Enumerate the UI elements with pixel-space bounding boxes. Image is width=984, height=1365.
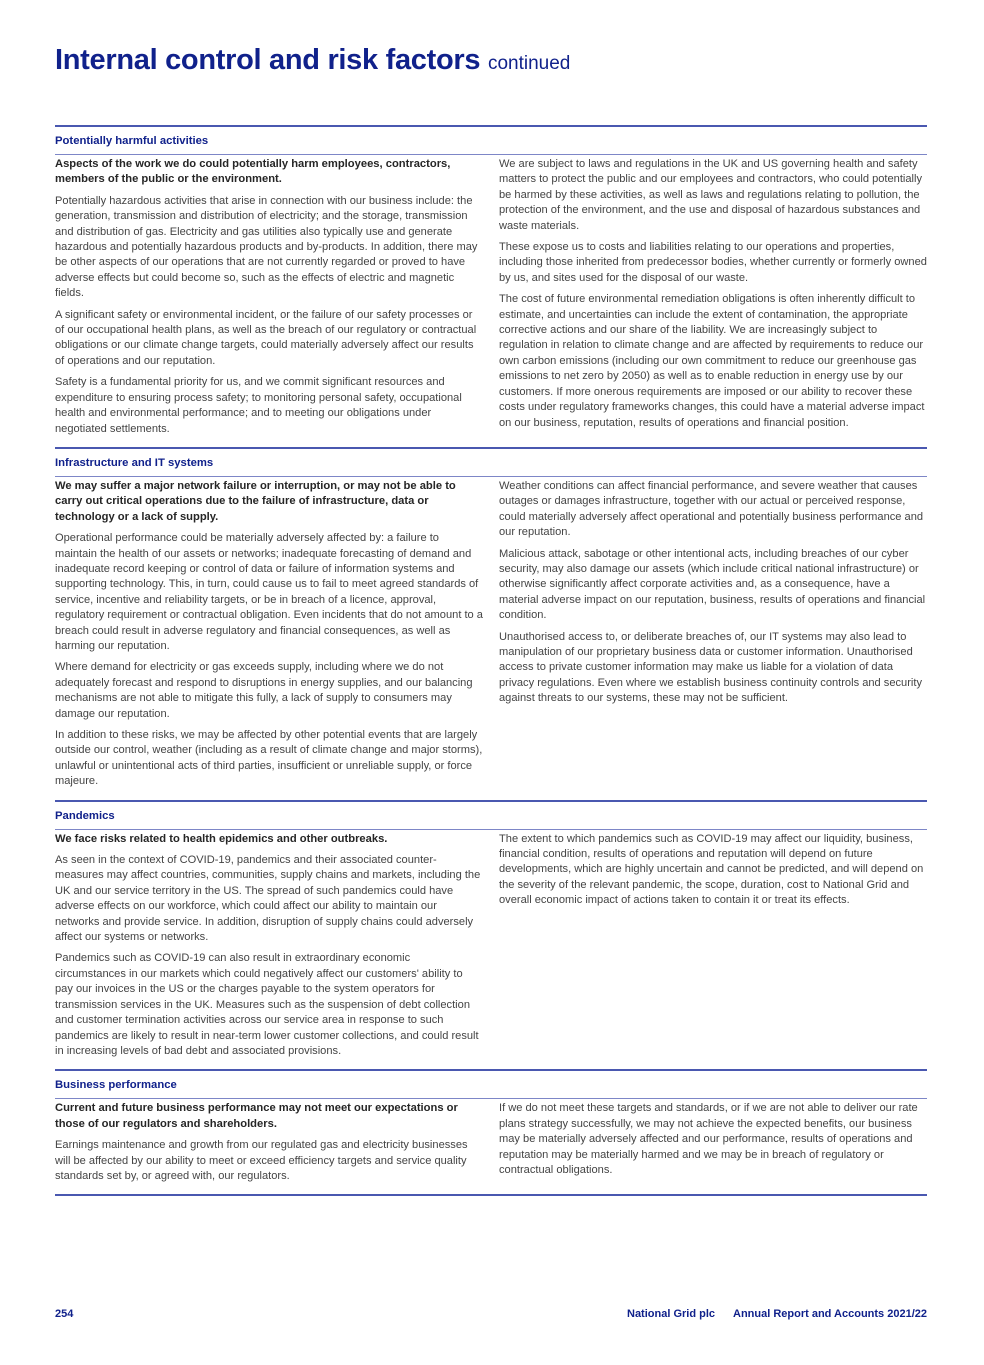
paragraph: The cost of future environmental remediation obligations is often inherently difficult to estimate, and uncertainties can include the extent of contamination, the appropriate corrective actions and our share of the liability. We are increasingly subject to regulation in relation to climate change and are affected by requirements to reduce our own carbon emissions (including our own commitment to reduce our greenhouse gas emissions to net zero by 2050) as well as to enable reduction in energy use by our customers. If more onerous requirements are imposed or our ability to recover these costs under regulatory frameworks changes, this could have a material adverse impact on our business, reputation, results of operations and financial position. <box>499 293 925 429</box>
paragraph: We are subject to laws and regulations in the UK and US governing health and safety matters to protect the public and our employees and contractors, who could potentially be harmed by these activities, as well as laws and regulations relating to pollution, the protection of the environment, and the use and disposal of hazardous substances and waste materials. <box>499 158 923 232</box>
paragraph: A significant safety or environmental incident, or the failure of our safety processes or of our occupational health plans, as well as the breach of our regulatory or contractual obligations or our climate change targets, could materially adversely affect our results of operations and our reputation. <box>55 308 477 367</box>
page-title-text: Internal control and risk factors <box>55 44 481 76</box>
section-body <box>55 477 927 800</box>
left-column <box>55 832 483 1066</box>
paragraph: As seen in the context of COVID-19, pandemics and their associated counter-measures may affect countries, communities, supply chains and markets, including the UK and our service territory in the US. The spread of such pandemics could have adverse effects on our workforce, which could affect our ability to maintain our networks and provide service. In addition, disruption of supply chains could adversely affect our systems or networks. <box>55 854 481 944</box>
right-column <box>499 832 927 1066</box>
right-column <box>499 157 927 443</box>
section-title: Business performance <box>55 1071 927 1099</box>
section-title: Potentially harmful activities <box>55 127 927 155</box>
right-column <box>499 479 927 796</box>
page-number: 254 <box>55 1308 74 1320</box>
section-body <box>55 1099 927 1194</box>
section-body <box>55 155 927 447</box>
section-business-performance <box>55 1069 927 1196</box>
paragraph: Where demand for electricity or gas exceeds supply, including where we do not adequately forecast and respond to disruptions in energy supplies, and our balancing mechanisms are not able to mitigate this fully, a lack of supply to consumers may damage our reputation. <box>55 661 473 720</box>
left-column <box>55 1101 483 1190</box>
section-infrastructure-and-it-systems <box>55 447 927 800</box>
paragraph: If we do not meet these targets and standards, or if we are not able to deliver our rate plans strategy successfully, we may not achieve the expected benefits, our business may be materially adversely affected and our performance, results of operations and reputation may be materially harmed and we may be in breach of regulatory or contractual obligations. <box>499 1102 918 1176</box>
risk-sections <box>55 125 927 1196</box>
lead-statement: We face risks related to health epidemics and other outbreaks. <box>55 832 388 845</box>
section-title: Pandemics <box>55 802 927 830</box>
lead-statement: Current and future business performance may not meet our expectations or those of our regulators and shareholders. <box>55 1102 458 1130</box>
left-column <box>55 157 483 443</box>
section-title: Infrastructure and IT systems <box>55 449 927 477</box>
section-body <box>55 830 927 1070</box>
paragraph: Safety is a fundamental priority for us, and we commit significant resources and expenditure to ensuring process safety; to monitoring personal safety, occupational health and environmental performance; and to meeting our obligations under negotiated settlements. <box>55 376 462 435</box>
section-pandemics <box>55 800 927 1070</box>
paragraph: Earnings maintenance and growth from our regulated gas and electricity businesses will be affected by our ability to meet or exceed efficiency targets and service quality standards set by, or agreed with, our regulators. <box>55 1139 468 1182</box>
footer-company: National Grid plc <box>627 1308 716 1320</box>
section-potentially-harmful-activities <box>55 125 927 447</box>
paragraph: Unauthorised access to, or deliberate breaches of, our IT systems may also lead to manipulation of our proprietary business data or customer information. Unauthorised access to private customer information may make us liable for a violation of data privacy regulations. Even where we establish business continuity controls and security against threats to our systems, these may not be sufficient. <box>499 630 923 705</box>
paragraph: In addition to these risks, we may be affected by other potential events that are largely outside our control, weather (including as a result of climate change and major storms), unlawful or unintentional acts of third parties, insufficient or unreliable supply, or force majeure. <box>55 729 483 788</box>
footer-publication <box>627 1308 927 1320</box>
page-title <box>55 44 570 77</box>
paragraph: Weather conditions can affect financial performance, and severe weather that causes outages or damages infrastructure, together with our actual or perceived response, could materially adversely affect operational and potentially business performance and our reputation. <box>499 479 924 539</box>
lead-statement: Aspects of the work we do could potentially harm employees, contractors, members of the public or the environment. <box>55 158 451 186</box>
left-column <box>55 479 483 796</box>
footer-report: Annual Report and Accounts 2021/22 <box>733 1308 927 1320</box>
right-column <box>499 1101 927 1190</box>
paragraph: These expose us to costs and liabilities relating to our operations and properties, including those inherited from predecessor bodies, whether currently or formerly owned by us, and sites used for the disposal of our waste. <box>499 241 927 284</box>
page-subtitle: continued <box>487 53 571 74</box>
lead-statement: We may suffer a major network failure or interruption, or may not be able to carry out critical operations due to the failure of infrastructure, data or technology or a lack of supply. <box>55 479 456 523</box>
paragraph: Potentially hazardous activities that arise in connection with our business include: the generation, transmission and distribution of electricity; and the storage, transmission and distribution of gas. Electricity and gas utilities also typically use and generate hazardous and potentially hazardous products and by-products. In addition, there may be other aspects of our operations that are not currently regarded or proved to have adverse effects but could become so, such as the effects of electric and magnetic fields. <box>55 194 478 300</box>
paragraph: Operational performance could be materially adversely affected by: a failure to maintain the health of our assets or networks; inadequate forecasting of demand and inadequate record keeping or control of data or failure of information systems and supporting technology. This, in turn, could cause us to fail to meet agreed standards of service, incentive and reliability targets, or be in breach of a licence, approval, regulatory requirement or contractual obligation. Even incidents that do not amount to a breach could result in adverse regulatory and financial consequences, as well as harming our reputation. <box>55 532 483 652</box>
paragraph: The extent to which pandemics such as COVID-19 may affect our liquidity, business, financial condition, results of operations and reputation will depend on future developments, which are highly uncertain and cannot be predicted, and will depend on the severity of the relevant pandemic, the scope, duration, cost to National Grid and overall economic impact of actions taken to contain it or treat its effects. <box>499 832 924 907</box>
paragraph: Malicious attack, sabotage or other intentional acts, including breaches of our cyber security, may also damage our assets (which include critical national infrastructure) or otherwise significantly affect corporate activities and, as a consequence, have a material adverse impact on our reputation, business, results of operations and financial condition. <box>499 547 926 622</box>
paragraph: Pandemics such as COVID-19 can also result in extraordinary economic circumstances in our markets which could negatively affect our customers' ability to pay our invoices in the US or the charges payable to the system operators for transmission services in the UK. Measures such as the suspension of debt collection and customer termination activities across our service area in response to such pandemics are likely to result in near-term lower customer collections, and could result in increasing levels of bad debt and associated provisions. <box>55 952 479 1057</box>
